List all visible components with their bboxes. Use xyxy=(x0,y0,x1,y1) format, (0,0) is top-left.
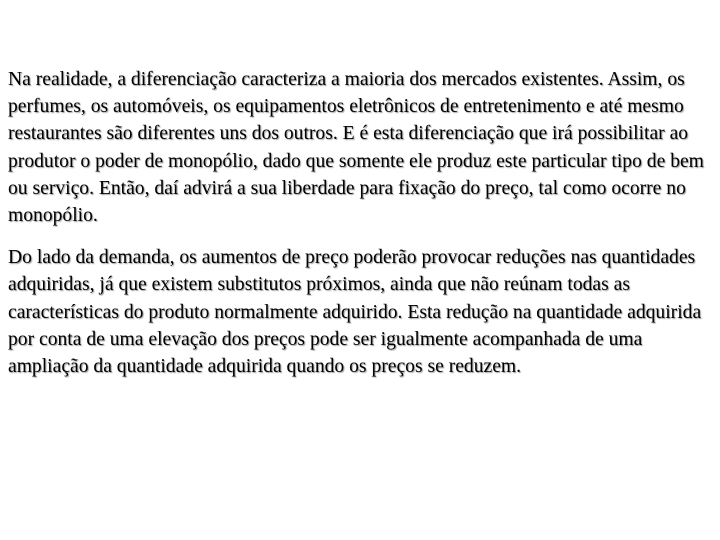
paragraph-demand: Do lado da demanda, os aumentos de preço poderão provocar reduções nas quantidades adquiridas, já que existem substitutos próximos, ainda que não reúnam todas as características do produto normalmente adquirido. Esta redução na quantidade adquirida por conta de uma elevação dos preços pode ser igualmente acompanhada de uma ampliação da quantidade adquirida quando os preços se reduzem. xyxy=(8,247,702,378)
text-block xyxy=(8,66,714,380)
paragraph-differentiation: Na realidade, a diferenciação caracteriza a maioria dos mercados existentes. Assim, os perfumes, os automóveis, os equipamentos eletrônicos de entretenimento e até mesmo restaurantes são diferentes uns dos outros. E é esta diferenciação que irá possibilitar ao produtor o poder de monopólio, dado que somente ele produz este particular tipo de bem ou serviço. Então, daí advirá a sua liberdade para fixação do preço, tal como ocorre no monopólio. xyxy=(8,69,704,227)
